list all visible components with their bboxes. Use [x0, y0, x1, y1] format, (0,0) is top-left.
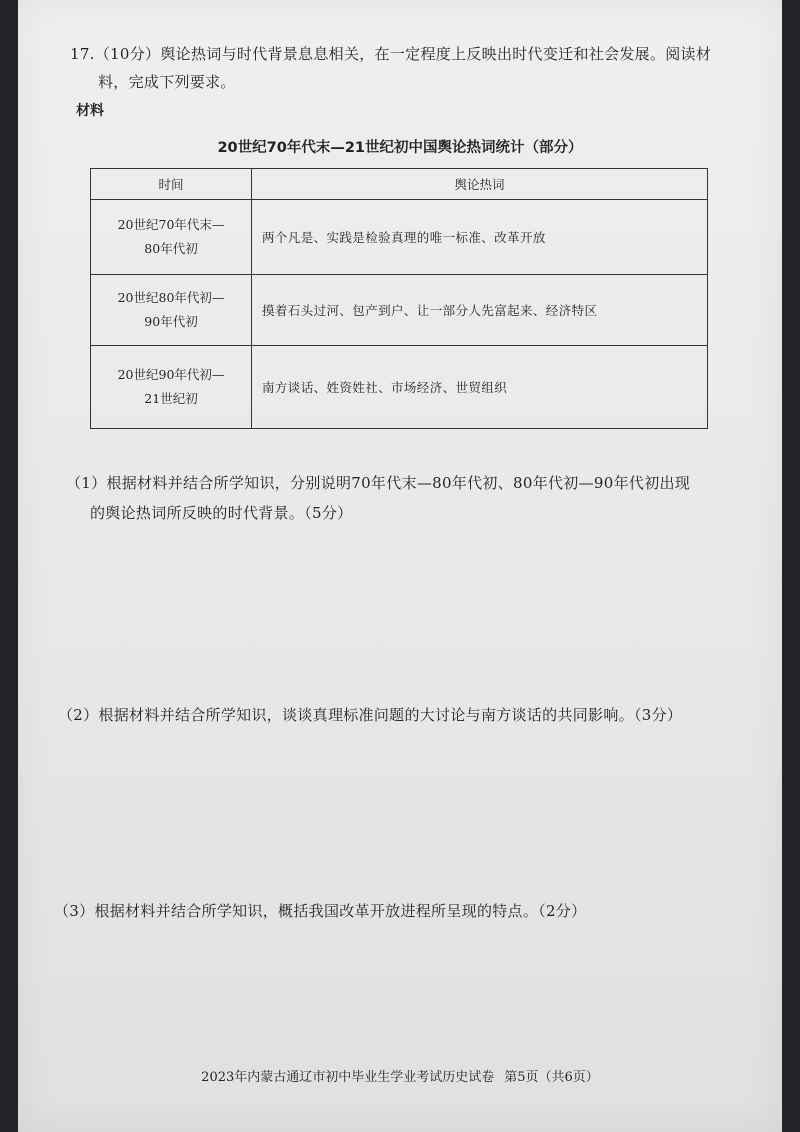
- question-stem-line2: 料，完成下列要求。: [98, 73, 236, 91]
- period-line: 20世纪70年代末—: [117, 217, 225, 232]
- sub-question-2: （2）根据材料并结合所学知识，谈谈真理标准问题的大讨论与南方谈话的共同影响。（3分）: [58, 706, 683, 724]
- sub-question-1: [66, 468, 766, 528]
- question-stem-line1: 17.（10分）舆论热词与时代背景息息相关，在一定程度上反映出时代变迁和社会发展。阅读材: [70, 45, 712, 63]
- hot-words-table: [90, 168, 708, 429]
- page-footer: [18, 1066, 782, 1085]
- exam-paper: [18, 0, 782, 1132]
- hot-words-cell: 两个凡是、实践是检验真理的唯一标准、改革开放: [252, 200, 708, 275]
- column-header-time: 时间: [91, 169, 252, 200]
- period-line: 20世纪90年代初—: [117, 367, 225, 382]
- period-cell: [91, 275, 252, 346]
- period-line: 21世纪初: [144, 391, 198, 406]
- table-caption: 20世纪70年代末—21世纪初中国舆论热词统计（部分）: [217, 140, 583, 156]
- period-cell: [91, 346, 252, 429]
- period-line: 20世纪80年代初—: [117, 290, 225, 305]
- sub-question-3: （3）根据材料并结合所学知识，概括我国改革开放进程所呈现的特点。（2分）: [54, 902, 587, 920]
- exam-title: 2023年内蒙古通辽市初中毕业生学业考试历史试卷: [201, 1070, 495, 1085]
- table-header-row: [91, 169, 708, 200]
- table-row: [91, 346, 708, 429]
- page-number: 第5页（共6页）: [504, 1070, 599, 1085]
- sub-question-1-line2: 的舆论热词所反映的时代背景。（5分）: [90, 504, 353, 522]
- table-row: [91, 275, 708, 346]
- period-line: 90年代初: [144, 314, 198, 329]
- material-label: 材料: [76, 103, 104, 119]
- period-cell: [91, 200, 252, 275]
- sub-question-1-line1: （1）根据材料并结合所学知识，分别说明70年代末—80年代初、80年代初—90年代初出现: [66, 474, 691, 492]
- column-header-words: 舆论热词: [252, 169, 708, 200]
- question-stem: [70, 40, 750, 96]
- hot-words-cell: 南方谈话、姓资姓社、市场经济、世贸组织: [252, 346, 708, 429]
- period-line: 80年代初: [144, 241, 198, 256]
- hot-words-cell: 摸着石头过河、包产到户、让一部分人先富起来、经济特区: [252, 275, 708, 346]
- table-row: [91, 200, 708, 275]
